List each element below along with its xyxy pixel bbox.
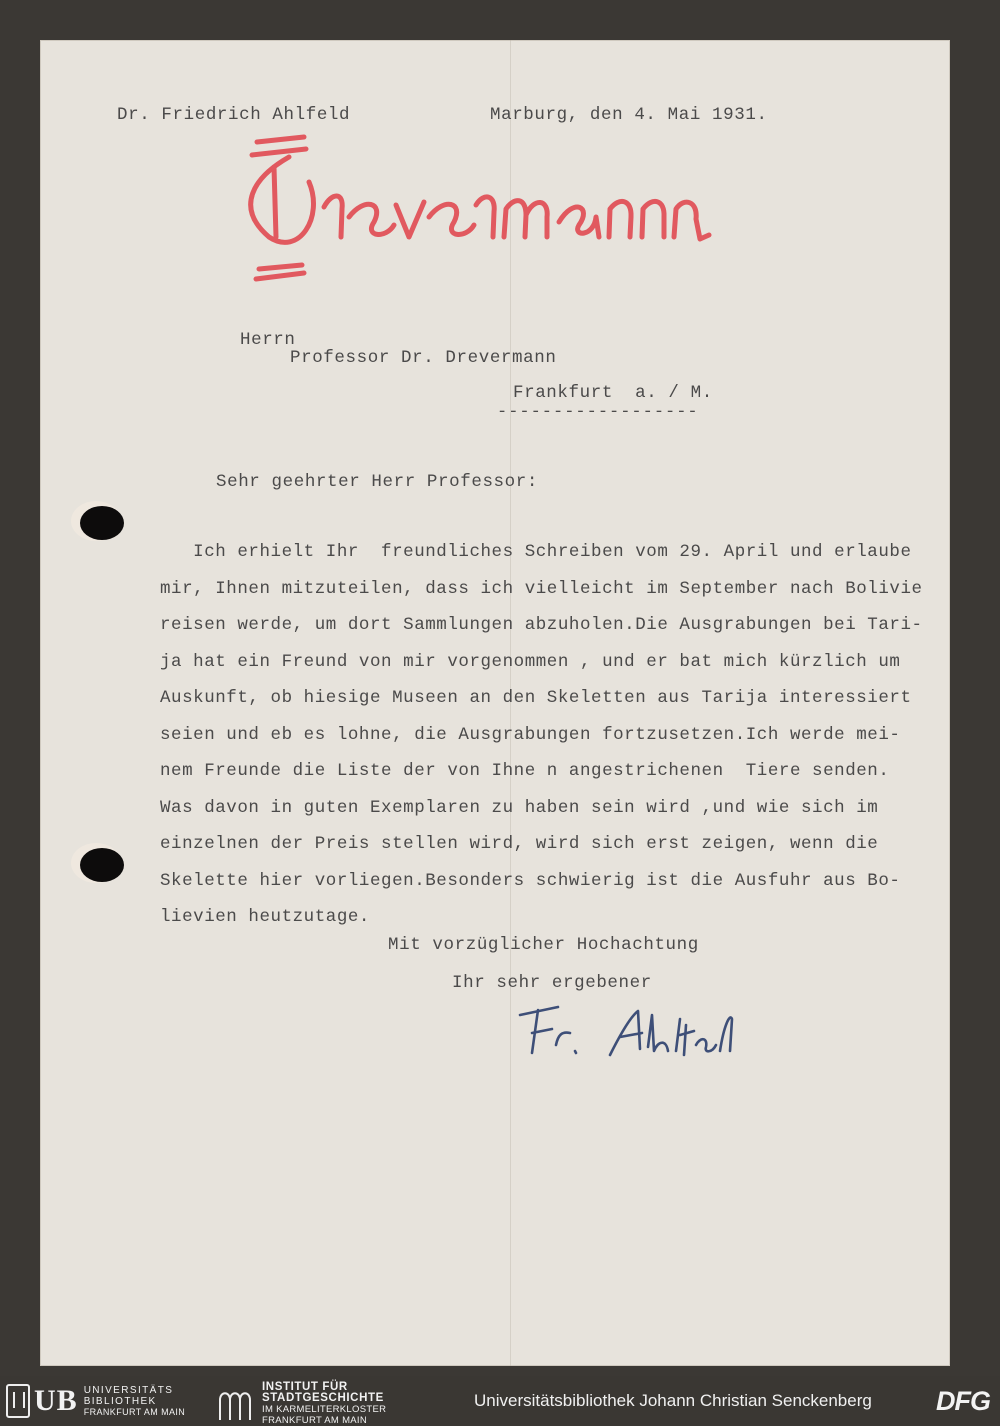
letter-body [160, 534, 923, 936]
body-line: mir, Ihnen mitzuteilen, dass ich vielleicht im September nach Bolivie [160, 578, 923, 599]
body-line: einzelnen der Preis stellen wird, wird sich erst zeigen, wenn die [160, 834, 879, 854]
ub-line-1: UNIVERSITÄTS [83, 1384, 174, 1396]
body-line: Was davon in guten Exemplaren zu haben sein wird ,und wie sich im [160, 797, 879, 818]
recipient-city: Frankfurt a. / M. [513, 383, 713, 403]
body-line: nem Freunde die Liste der von Ihne n angestrichenen Tiere senden. [160, 761, 890, 781]
city-underline: ------------------ [497, 403, 699, 422]
punch-hole-top [80, 506, 124, 540]
body-line: reisen werde, um dort Sammlungen abzuholen.Die Ausgrabungen bei Tari- [160, 615, 923, 635]
body-line: Ich erhielt Ihr freundliches Schreiben vom 29. April und erlaube [160, 542, 912, 562]
signature [480, 965, 750, 1075]
isg-line-4: FRANKFURT AM MAIN [262, 1415, 368, 1426]
closing-phrase: Mit vorzüglicher Hochachtung [388, 935, 699, 955]
punch-hole-bottom [80, 848, 124, 882]
dfg-logo[interactable]: DFG [936, 1386, 990, 1416]
isg-line-2: STADTGESCHICHTE [262, 1392, 384, 1404]
body-line: Auskunft, ob hiesige Museen an den Skeletten aus Tarija interessiert [160, 688, 912, 708]
sender-name: Dr. Friedrich Ahlfeld [117, 105, 351, 125]
body-line: ja hat ein Freund von mir vorgenommen , und er bat mich kürzlich um [160, 651, 901, 672]
body-line: seien und eb es lohne, die Ausgrabungen fortzusetzen.Ich werde mei- [160, 724, 901, 745]
isg-logo[interactable] [218, 1382, 386, 1426]
ub-logo-caption [84, 1385, 185, 1418]
footer-bar [0, 1376, 1000, 1426]
body-line: Skelette hier vorliegen.Besonders schwierig ist die Ausfuhr aus Bo- [160, 870, 901, 891]
drevermann-handwritten-stamp [214, 97, 734, 287]
place-date: Marburg, den 4. Mai 1931. [490, 105, 768, 125]
greeting: Sehr geehrter Herr Professor: [216, 472, 538, 492]
isg-line-1: INSTITUT FÜR [262, 1381, 348, 1393]
isg-line-3: IM KARMELITERKLOSTER [262, 1404, 387, 1415]
isg-caption [262, 1382, 386, 1426]
ub-line-2: BIBLIOTHEK [83, 1395, 157, 1407]
ub-emblem-icon [6, 1384, 30, 1418]
closing-phrase-2: Ihr sehr ergebener [452, 973, 652, 993]
institution-name: Universitätsbibliothek Johann Christian Senckenberg [474, 1391, 872, 1410]
body-line: lievien heutzutage. [160, 907, 370, 927]
arches-icon [218, 1386, 252, 1422]
ub-logo-text: UB [34, 1384, 78, 1417]
ub-line-3: FRANKFURT AM MAIN [83, 1406, 186, 1417]
address-salutation: Herrn [240, 330, 296, 350]
ub-logo[interactable] [6, 1384, 185, 1418]
recipient-name: Professor Dr. Drevermann [290, 348, 557, 368]
